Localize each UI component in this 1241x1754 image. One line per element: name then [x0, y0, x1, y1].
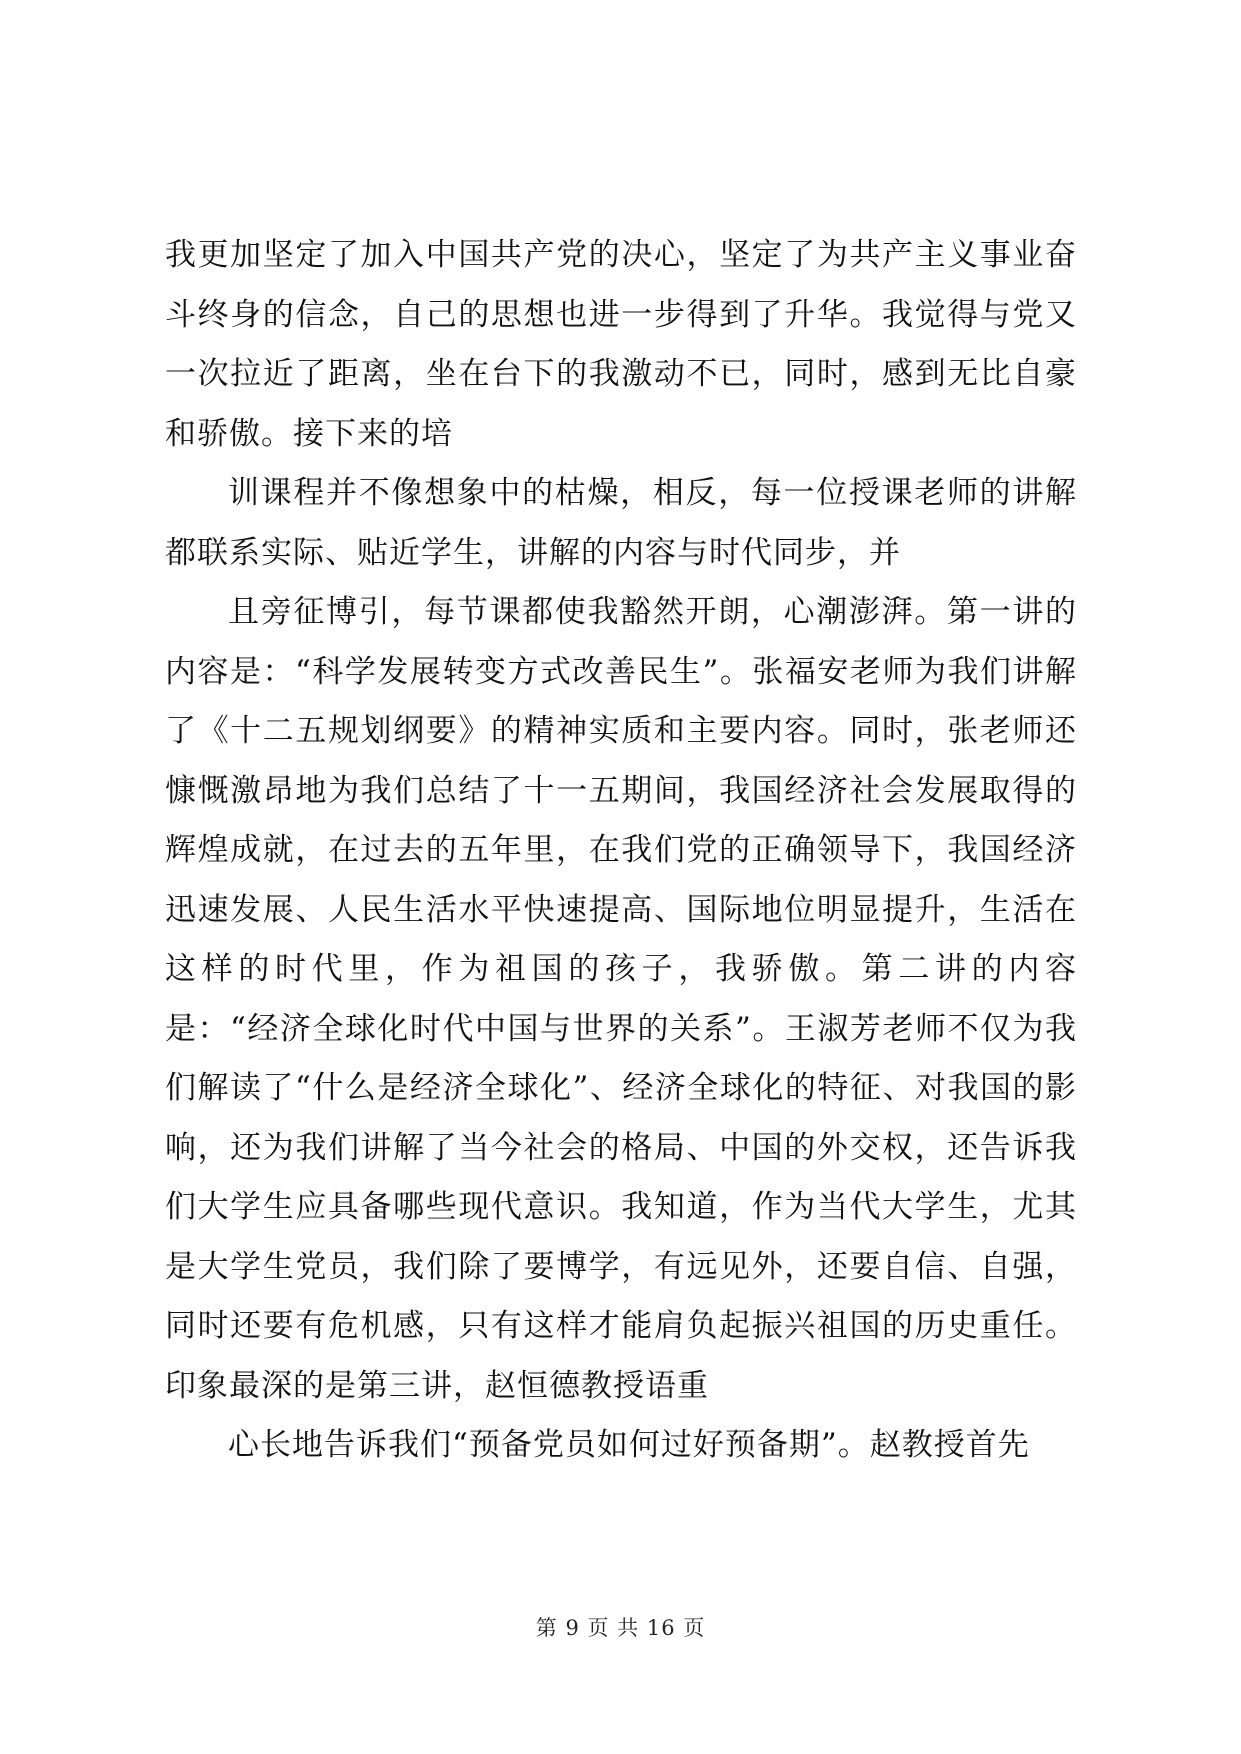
paragraph-4: 心长地告诉我们“预备党员如何过好预备期”。赵教授首先: [228, 1427, 1030, 1463]
paragraph-2: 训课程并不像想象中的枯燥，相反，每一位授课老师的讲解都联系实际、贴近学生，讲解的内容与时代同步，并: [165, 475, 1077, 571]
page-number-footer: 第 9 页 共 16 页: [535, 1616, 706, 1640]
body-text: [165, 226, 1077, 1476]
paragraph-1: 我更加坚定了加入中国共产党的决心，坚定了为共产主义事业奋斗终身的信念，自己的思想也进一步得到了升华。我觉得与党又一次拉近了距离，坐在台下的我激动不已，同时，感到无比自豪和骄傲。接下来的培: [165, 237, 1077, 452]
paragraph-3: 且旁征博引，每节课都使我豁然开朗，心潮澎湃。第一讲的内容是：“科学发展转变方式改善民生”。张福安老师为我们讲解了《十二五规划纲要》的精神实质和主要内容。同时，张老师还慷慨激昂地为我们总结了十一五期间，我国经济社会发展取得的辉煌成就，在过去的五年里，在我们党的正确领导下，我国经济迅速发展、人民生活水平快速提高、国际地位明显提升，生活在这样的时代里，作为祖国的孩子，我骄傲。第二讲的内容是：“经济全球化时代中国与世界的关系”。王淑芳老师不仅为我们解读了“什么是经济全球化”、经济全球化的特征、对我国的影响，还为我们讲解了当今社会的格局、中国的外交权，还告诉我们大学生应具备哪些现代意识。我知道，作为当代大学生，尤其是大学生党员，我们除了要博学，有远见外，还要自信、自强，同时还要有危机感，只有这样才能肩负起振兴祖国的历史重任。印象最深的是第三讲，赵恒德教授语重: [165, 594, 1077, 1404]
